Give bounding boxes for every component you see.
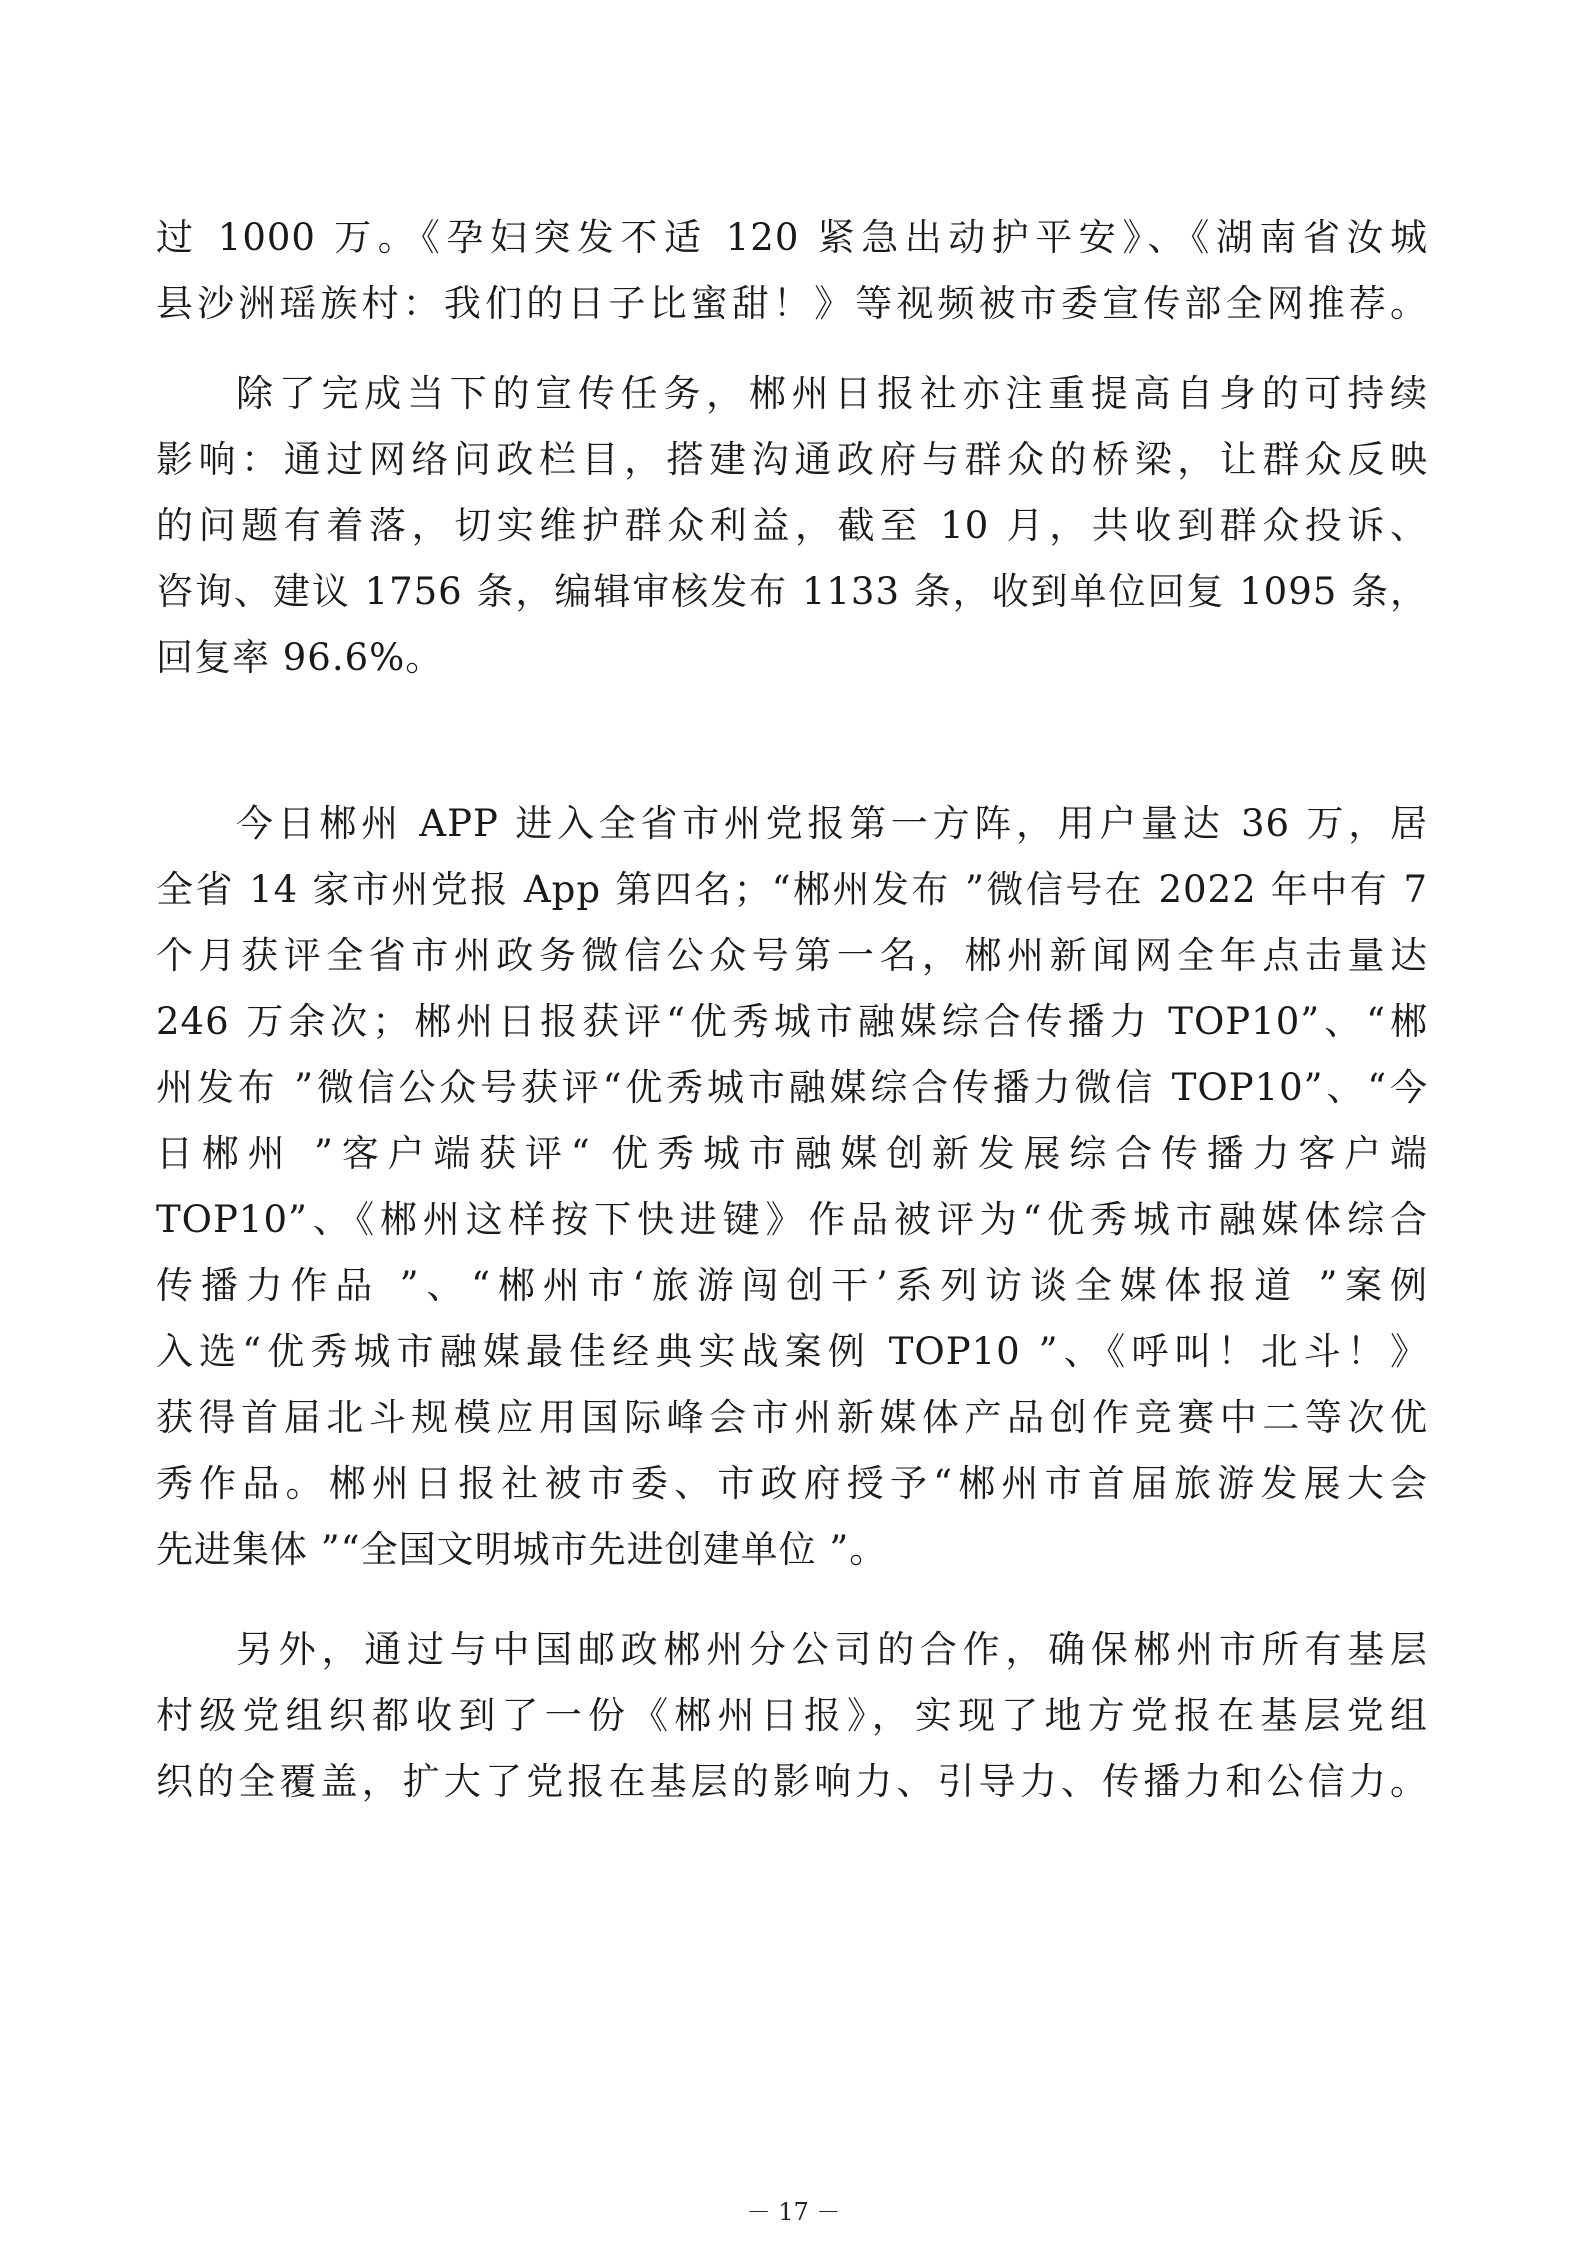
paragraph-3-line-5: 州发布 ”微信公众号获评“优秀城市融媒综合传播力微信 TOP10”、“今 [156, 1066, 1428, 1109]
paragraph-4-line-1: 另外，通过与中国邮政郴州分公司的合作，确保郴州市所有基层 [236, 1628, 1428, 1671]
paragraph-2-line-3: 的问题有着落，切实维护群众利益，截至 10 月，共收到群众投诉、 [156, 504, 1428, 547]
paragraph-2-line-2: 影响：通过网络问政栏目，搭建沟通政府与群众的桥梁，让群众反映 [156, 438, 1428, 481]
paragraph-3-line-11: 秀作品。郴州日报社被市委、市政府授予“郴州市首届旅游发展大会 [156, 1462, 1428, 1505]
paragraph-3-line-8: 传播力作品 ”、“郴州市‘旅游闯创干’系列访谈全媒体报道 ”案例 [156, 1264, 1428, 1307]
paragraph-3-line-3: 个月获评全省市州政务微信公众号第一名，郴州新闻网全年点击量达 [156, 934, 1428, 977]
paragraph-3-line-7: TOP10”、《郴州这样按下快进键》作品被评为“优秀城市融媒体综合 [156, 1198, 1428, 1241]
paragraph-1-line-2: 县沙洲瑶族村：我们的日子比蜜甜！》等视频被市委宣传部全网推荐。 [156, 282, 1428, 325]
paragraph-1-line-1: 过 1000 万。《孕妇突发不适 120 紧急出动护平安》、《湖南省汝城 [156, 216, 1428, 259]
paragraph-2-line-4: 咨询、建议 1756 条，编辑审核发布 1133 条，收到单位回复 1095 条， [156, 570, 1428, 613]
paragraph-3-line-4: 246 万余次；郴州日报获评“优秀城市融媒综合传播力 TOP10”、“郴 [156, 1000, 1428, 1043]
paragraph-3-line-2: 全省 14 家市州党报 App 第四名；“郴州发布 ”微信号在 2022 年中有 7 [156, 868, 1428, 911]
paragraph-4-line-2: 村级党组织都收到了一份《郴州日报》，实现了地方党报在基层党组 [156, 1694, 1428, 1737]
paragraph-3-line-1: 今日郴州 APP 进入全省市州党报第一方阵，用户量达 36 万，居 [236, 802, 1428, 845]
paragraph-2-line-1: 除了完成当下的宣传任务，郴州日报社亦注重提高自身的可持续 [236, 372, 1428, 415]
page-number: － 17 － [746, 2198, 841, 2226]
paragraph-3-line-9: 入选“优秀城市融媒最佳经典实战案例 TOP10 ”、《呼叫！北斗！》 [156, 1330, 1428, 1373]
paragraph-2-line-5: 回复率 96.6%。 [156, 636, 444, 679]
paragraph-4-line-3: 织的全覆盖，扩大了党报在基层的影响力、引导力、传播力和公信力。 [156, 1760, 1428, 1803]
paragraph-3-line-6: 日郴州 ”客户端获评“ 优秀城市融媒创新发展综合传播力客户端 [156, 1132, 1428, 1175]
paragraph-3-line-12: 先进集体 ”“全国文明城市先进创建单位 ”。 [156, 1528, 888, 1571]
paragraph-3-line-10: 获得首届北斗规模应用国际峰会市州新媒体产品创作竞赛中二等次优 [156, 1396, 1428, 1439]
